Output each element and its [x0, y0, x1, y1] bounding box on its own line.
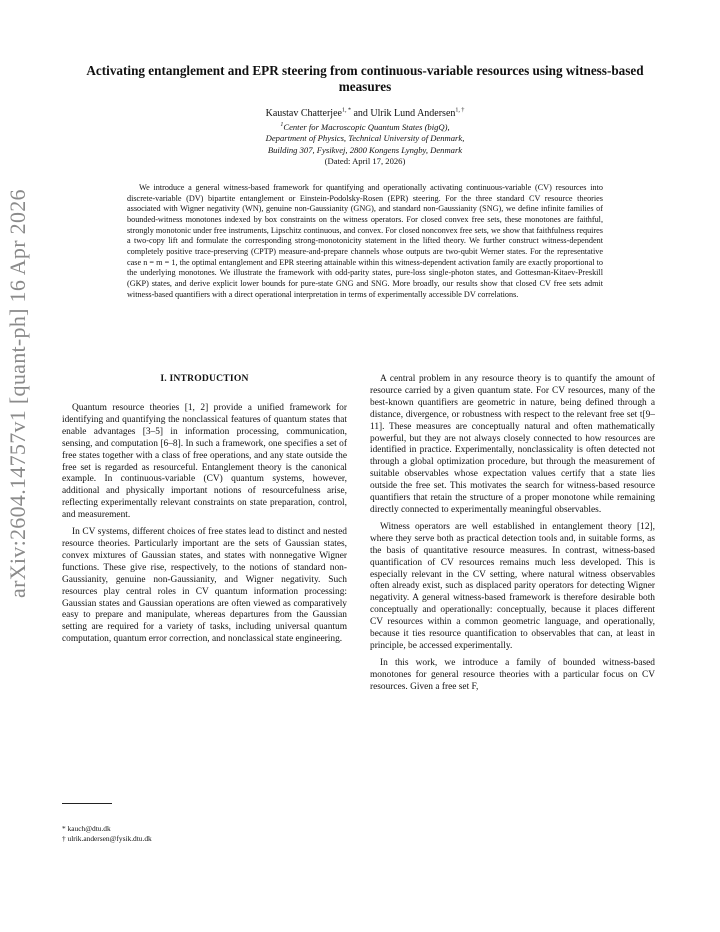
date-line: (Dated: April 17, 2026) — [324, 156, 406, 167]
body-paragraph: Witness operators are well established in entanglement theory [12], where they serve both as practical detection tools and, in suitable forms, as the basis of quantitative resource measures. In contrast, witness-based quantification of CV resources remains much less developed. This is especially relevant in the CV setting, where natural witness observables often already exist, such as displaced parity operators for detecting Wigner negativity. A general witness-based framework is therefore desirable both conceptually and operationally: conceptually, because it places different CV resources within a common geometric language, and operationally, because it ties resource quantification to observables that can, at least in principle, be accessed experimentally. — [370, 521, 655, 651]
body-paragraph: Quantum resource theories [1, 2] provide a unified framework for identifying and quantifying the nonclassical features of quantum states that enable advantages [3–5] in information processing, communication, sensing, and computation [6–8]. In such a framework, one specifies a set of free states together with a class of free operations, and any state outside the free set is regarded as resourceful. Entanglement theory is the canonical example. In continuous-variable (CV) quantum systems, however, additional and physically important notions of resourcefulness arise, reflecting experimentally relevant constraints on state preparation, control, and measurement. — [62, 403, 347, 521]
affiliation-line: Department of Physics, Technical University of Denmark, — [265, 133, 465, 144]
section-heading: I. INTRODUCTION — [160, 373, 249, 384]
body-paragraph: A central problem in any resource theory is to quantify the amount of resource carried by a given quantum state. For CV resources, many of the best-known quantifiers are geometric in nature, being defined through a distance, divergence, or robustness with respect to the relevant free set t[9–11]. These measures are conceptually natural and often mathematically powerful, but they are not always closely connected to how resources are identified in practice. Experimentally, nonclassicality is often detected not through a global optimization procedure, but through the measurement of suitable observables whose expectation values certify that a state lies outside the free set. This motivates the search for witness-based resource quantifiers that retain the structure of a proper monotone while remaining directly connected to experimentally meaningful observables. — [370, 374, 655, 515]
author-name: Ulrik Lund Andersen — [370, 108, 456, 119]
body-paragraph: In this work, we introduce a family of bounded witness-based monotones for general resource theories with a particular focus on CV resources. Given a free set F, — [370, 657, 655, 692]
left-column — [62, 403, 347, 651]
footnote-email: * kauch@dtu.dk — [62, 824, 111, 833]
author-name: Kaustav Chatterjee — [265, 108, 342, 119]
author-affiliation-mark: 1, * — [341, 107, 351, 114]
footnotes — [62, 824, 347, 844]
affiliation-block — [110, 122, 620, 168]
footnote-rule — [62, 803, 112, 804]
footnote-email: † ulrik.andersen@fysik.dtu.dk — [62, 834, 152, 843]
affiliation-line: $^1$Center for Macroscopic Quantum States (bigQ), — [280, 122, 450, 132]
paper-title: Activating entanglement and EPR steering from continuous-variable resources using witness-based measures — [86, 63, 644, 94]
right-column — [370, 374, 655, 699]
author-line — [110, 108, 620, 119]
author-connector: and — [350, 108, 371, 119]
author-affiliation-mark: 1, † — [455, 107, 465, 114]
abstract: We introduce a general witness-based framework for quantifying and operationally activating continuous-variable (CV) resources into discrete-variable (DV) bipartite entanglement or Einstein-Podolsky-Rosen (EPR) steering. For the three standard CV resource theories associated with Wigner negativity (WN), genuine non-Gaussianity (GNG), and standard non-Gaussianity (SNG), we define infinite families of bounded-witness monotones indexed by box constraints on the witness operators. For closed convex free sets, these monotones are faithful, strongly monotonic under free instruments, Lipschitz continuous, and convex. For closed nonconvex free sets, we show that faithfulness requires a two-copy lift and formulate the corresponding strong-monotonicity statement in the lifted theory. We further construct witness-dependent completely positive trace-preserving (CPTP) measure-and-prepare channels whose outputs are two-qubit Werner states. For the representative case n = m = 1, the optimal entanglement and EPR steering attainable within this witness-dependent activation family are exactly proportional to the underlying monotones. We illustrate the framework with odd-parity states, pure-loss single-photon states, and Gottesman-Kitaev-Preskill (GKP) states, and derive explicit lower bounds for pure-state GNG and SNG. More broadly, our results show that closed CV free sets admit witness-based quantifiers with a direct operational interpretation in terms of experimentally accessible DV correlations. — [127, 183, 603, 299]
body-paragraph: In CV systems, different choices of free states lead to distinct and nested resource theories. Particularly important are the sets of Gaussian states, convex mixtures of Gaussian states, and states with nonnegative Wigner functions. These give rise, respectively, to the notions of standard non-Gaussianity, genuine non-Gaussianity, and Wigner negativity. Such resources play central roles in CV quantum information processing: Gaussian states and Gaussian operations are often viewed as comparatively easy to prepare and manipulate, whereas departures from the Gaussian setting are required for a variety of tasks, including universal quantum computation, quantum error correction, and nonclassical state engineering. — [62, 527, 347, 645]
affiliation-line: Building 307, Fysikvej, 2800 Kongens Lyngby, Denmark — [267, 144, 463, 155]
arxiv-identifier: arXiv:2604.14757v1 [quant-ph] 16 Apr 2026 — [5, 189, 30, 598]
affiliation-mark: 1 — [280, 122, 284, 129]
